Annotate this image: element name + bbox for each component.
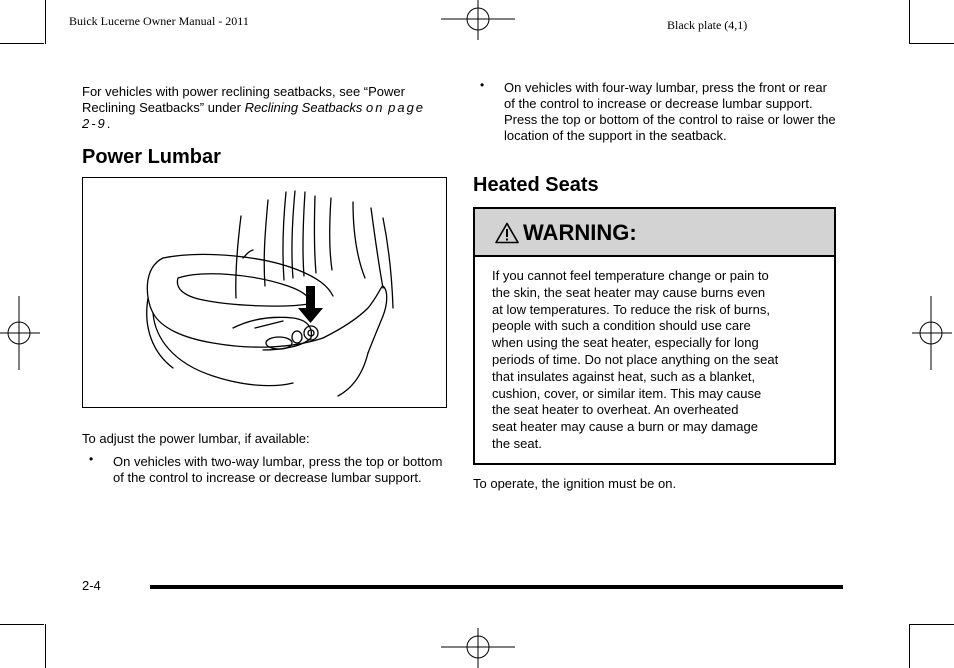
cross-reference-on: on <box>366 100 385 115</box>
crop-mark <box>0 43 44 44</box>
crop-mark <box>45 0 46 44</box>
registration-mark-icon <box>912 296 952 370</box>
bullet-text: On vehicles with four-way lumbar, press the front or rear of the control to increase or decrease lumbar support. Press the top or bottom of the control to raise or lower the location of the support in the seatback. <box>504 80 836 143</box>
warning-header <box>475 209 834 257</box>
warning-text <box>492 268 822 453</box>
crop-mark <box>909 624 910 668</box>
bullet-icon: • <box>480 78 485 92</box>
page-number: 2-4 <box>82 578 101 593</box>
bullet-text: On vehicles with two-way lumbar, press the top or bottom of the control to increase or decrease lumbar support. <box>113 454 443 485</box>
footer-rule <box>150 585 843 589</box>
crop-mark <box>0 624 44 625</box>
registration-mark-icon <box>441 628 515 668</box>
adjust-instruction: To adjust the power lumbar, if available: <box>82 431 310 446</box>
warning-title: WARNING: <box>523 220 637 245</box>
list-item <box>89 452 443 486</box>
cross-reference-title[interactable]: Reclining Seatbacks <box>244 100 363 115</box>
bullet-icon: • <box>89 452 94 466</box>
seat-illustration <box>83 178 446 407</box>
warning-line: cushion, cover, or similar item. This may cause <box>492 385 762 401</box>
crop-mark <box>45 624 46 668</box>
warning-triangle-icon <box>495 222 519 244</box>
intro-text: For vehicles with power reclining seatbacks, see “Power Reclining Seatbacks” under <box>82 84 405 115</box>
section-heading-heated-seats: Heated Seats <box>473 174 599 196</box>
registration-mark-icon <box>441 0 515 40</box>
warning-line: periods of time. Do not place anything on the seat <box>492 351 779 367</box>
warning-line: at low temperatures. To reduce the risk of burns, <box>492 301 770 317</box>
operate-instruction: To operate, the ignition must be on. <box>473 476 677 491</box>
list-item <box>480 78 836 144</box>
warning-line: that insulates against heat, such as a blanket, <box>492 368 756 384</box>
cross-reference-page[interactable]: page 2‑9 <box>82 100 426 131</box>
warning-line: seat heater may cause a burn or may damage <box>492 419 758 435</box>
registration-mark-icon <box>0 296 40 370</box>
section-heading-power-lumbar: Power Lumbar <box>82 146 221 168</box>
intro-paragraph <box>82 84 452 132</box>
seat-figure <box>82 177 447 408</box>
warning-box <box>473 207 836 465</box>
warning-line: people with such a condition should use care <box>492 318 751 334</box>
crop-mark <box>910 43 954 44</box>
warning-line: the seat heater to overheat. An overheated <box>492 402 739 418</box>
crop-mark <box>909 0 910 44</box>
crop-mark <box>910 624 954 625</box>
warning-line: If you cannot feel temperature change or pain to <box>492 268 769 283</box>
intro-end: . <box>106 116 111 131</box>
warning-line: the seat. <box>492 435 542 451</box>
running-header-title: Buick Lucerne Owner Manual - 2011 <box>69 14 249 28</box>
warning-line: the skin, the seat heater may cause burns even <box>492 284 766 300</box>
running-header-plate: Black plate (4,1) <box>667 18 748 32</box>
warning-line: when using the seat heater, especially for long <box>492 335 759 351</box>
